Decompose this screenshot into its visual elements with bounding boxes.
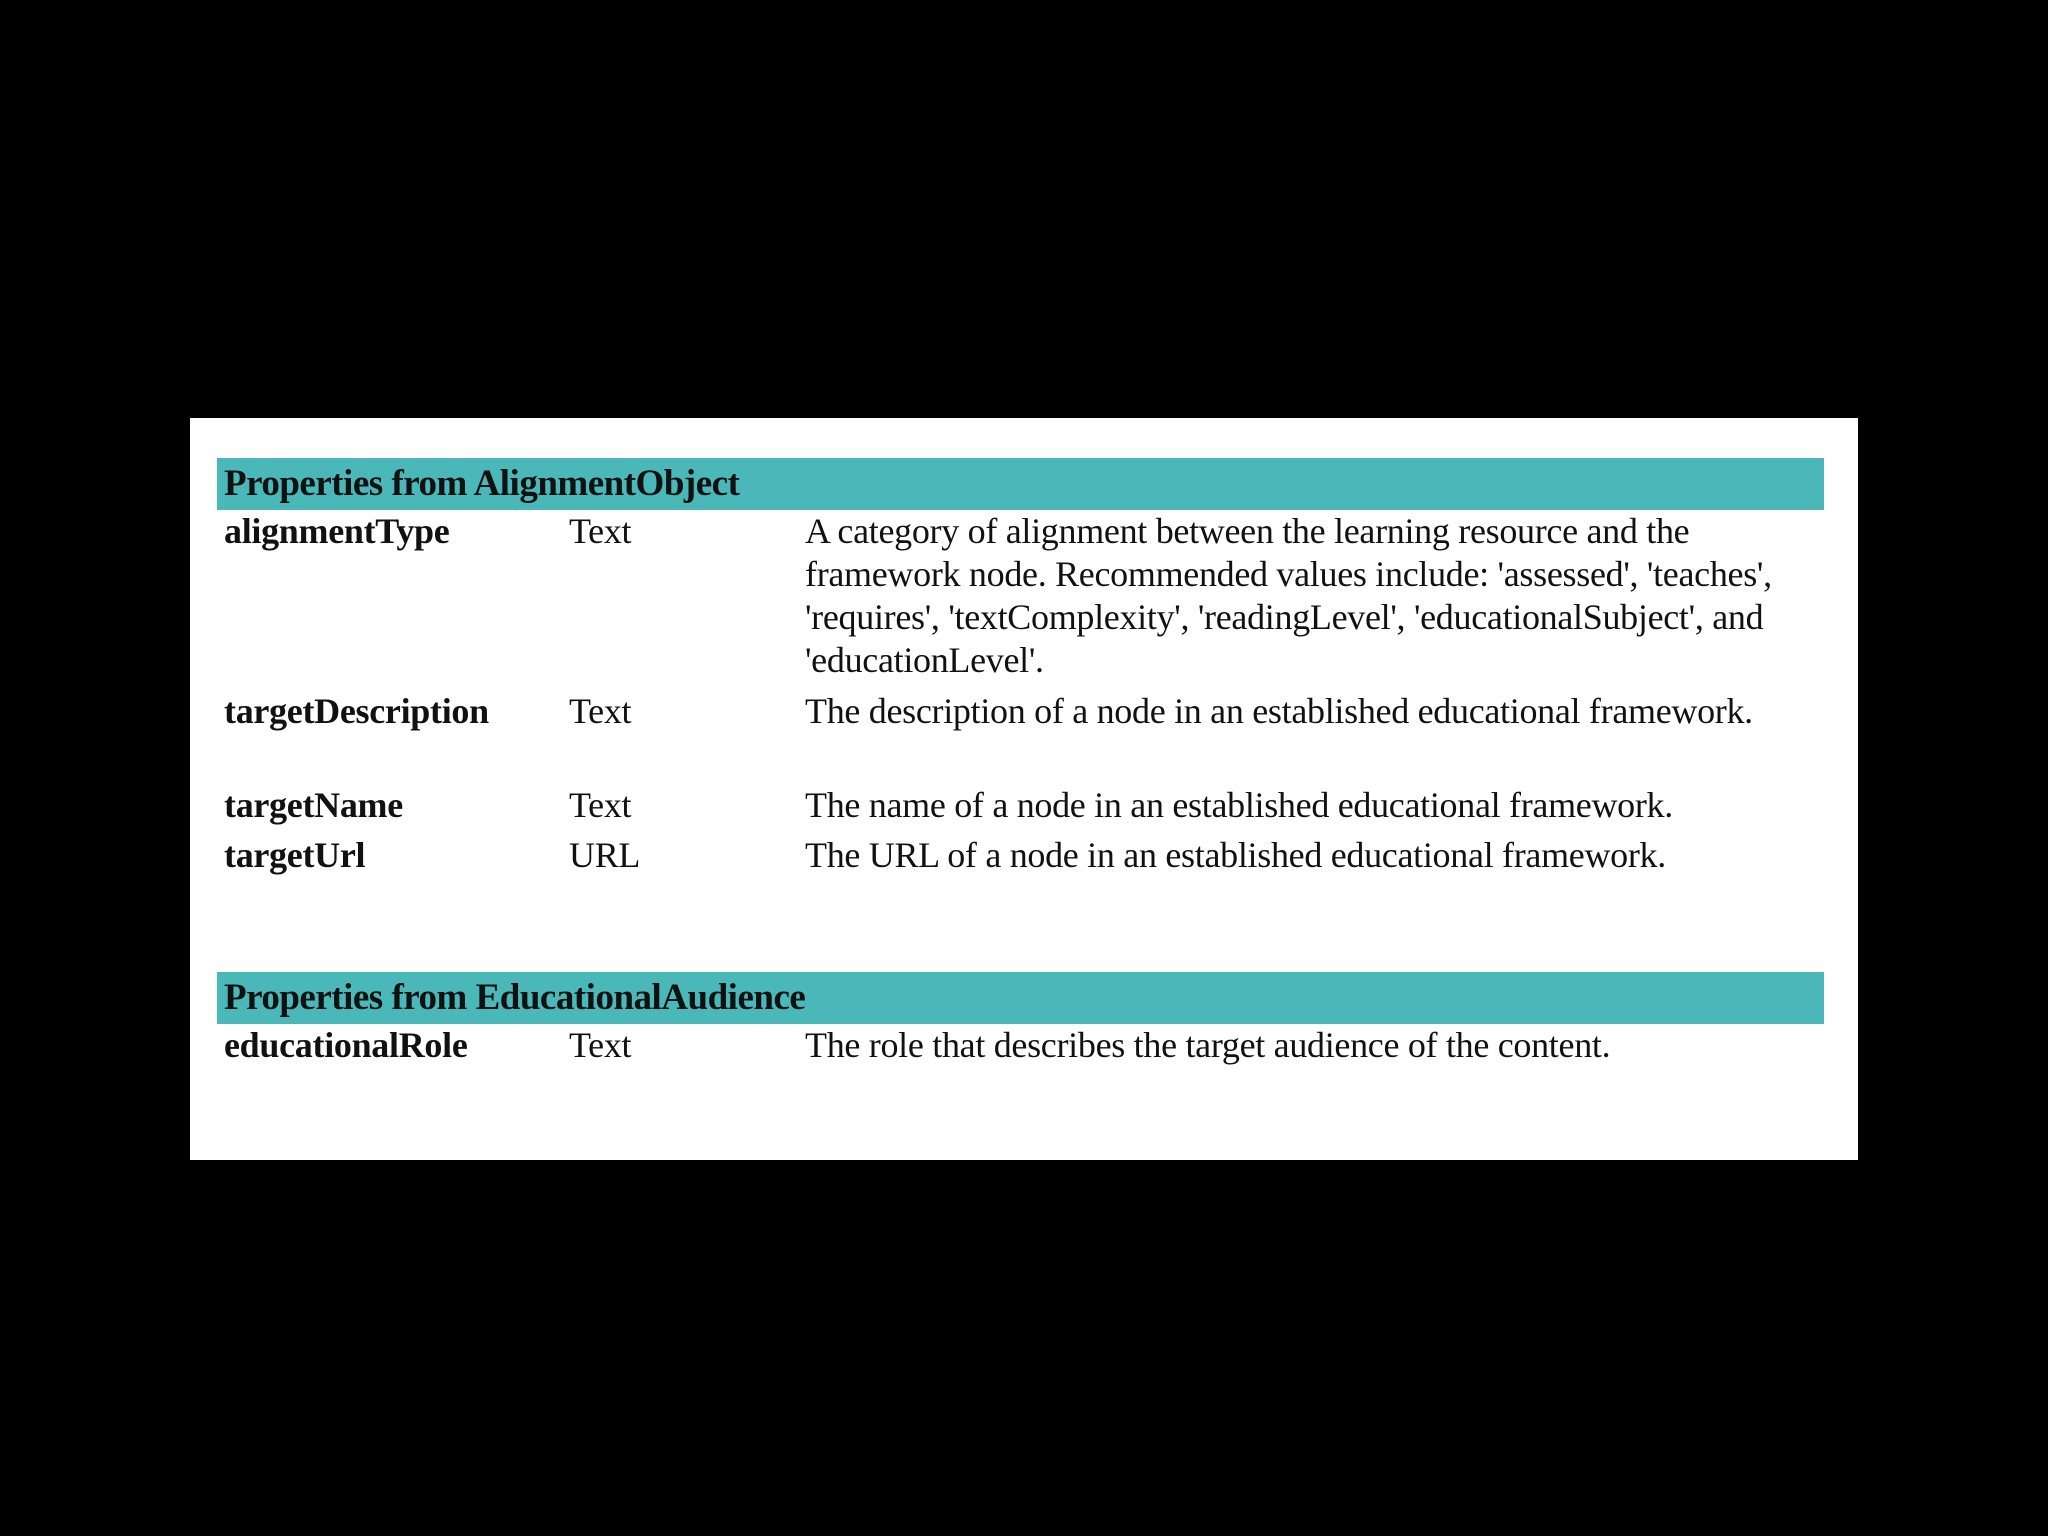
- property-name: alignmentType: [224, 511, 450, 551]
- property-description: The name of a node in an established educational framework.: [805, 785, 1673, 825]
- property-name: targetUrl: [224, 835, 366, 875]
- property-description: The URL of a node in an established educational framework.: [805, 835, 1666, 875]
- property-type: Text: [569, 691, 632, 731]
- property-type: Text: [569, 1025, 632, 1065]
- table-row-alignment-type: [217, 510, 1824, 690]
- property-description: The description of a node in an established educational framework.: [805, 691, 1753, 731]
- property-name: targetDescription: [224, 691, 489, 731]
- table-row-target-name: [217, 784, 1824, 834]
- section-header-alignment-object: Properties from AlignmentObject: [217, 458, 1824, 510]
- section-header-educational-audience: Properties from EducationalAudience: [217, 972, 1824, 1024]
- property-description: The role that describes the target audience of the content.: [805, 1025, 1611, 1065]
- alignment-object-section: [217, 458, 1824, 884]
- property-name: educationalRole: [224, 1025, 468, 1065]
- properties-slide: [190, 418, 1858, 1160]
- table-row-target-description: [217, 690, 1824, 784]
- table-row-target-url: [217, 834, 1824, 884]
- educational-audience-section: [217, 972, 1824, 1074]
- property-description: A category of alignment between the learning resource and the framework node. Recommended values include: 'assessed', 'teaches', 'requires', 'textComplexity', 'readingLevel', 'educationalSubject', and 'educationLevel'.: [805, 511, 1772, 680]
- property-type: URL: [569, 835, 641, 875]
- table-row-educational-role: [217, 1024, 1824, 1074]
- property-type: Text: [569, 511, 632, 551]
- property-name: targetName: [224, 785, 403, 825]
- property-type: Text: [569, 785, 632, 825]
